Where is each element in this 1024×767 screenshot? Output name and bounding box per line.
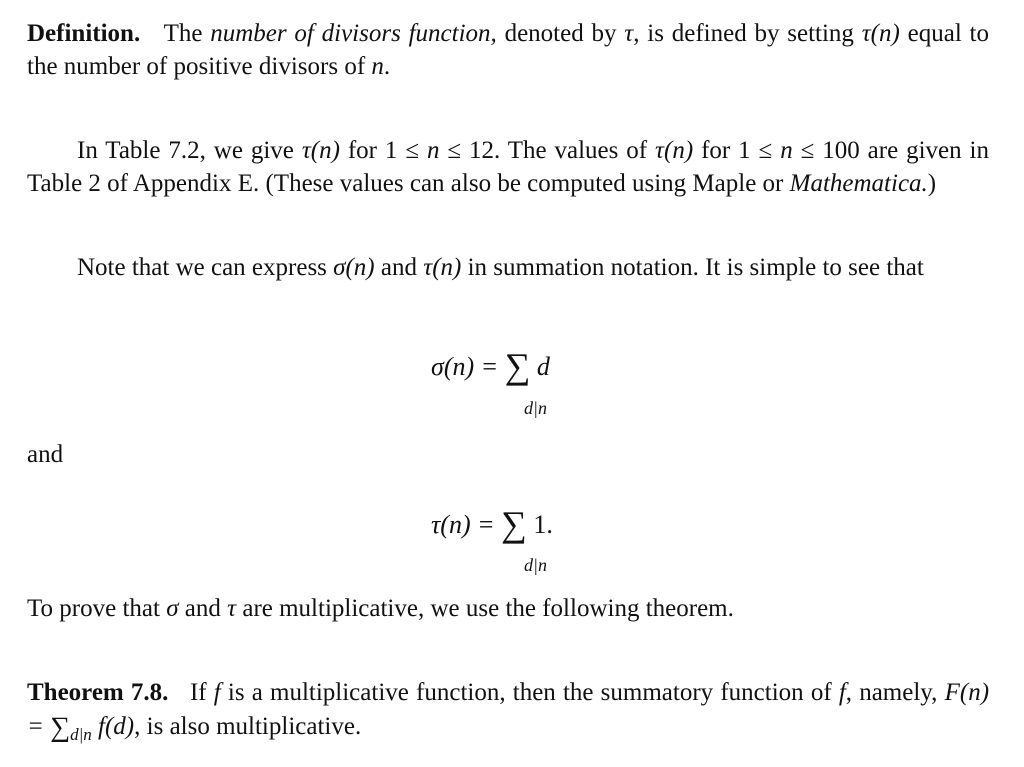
text-run: , is also multiplicative. — [134, 713, 362, 740]
math-expression: τ(n) — [301, 137, 340, 164]
summation-symbol: ∑ — [501, 504, 527, 544]
text-run: is a multiplicative function, then the summatory function of — [220, 679, 839, 706]
text-run: , is defined by setting — [633, 20, 862, 47]
math-expression: F(n) = — [27, 679, 990, 740]
theorem-block — [27, 676, 989, 745]
text-run: equal to the number of positive divisors of — [27, 20, 990, 80]
definition-label: Definition. — [27, 20, 141, 47]
equation-lhs: σ(n) = — [431, 352, 505, 381]
text-run: and — [178, 595, 228, 622]
text-run: In Table 7.2, we give — [77, 137, 302, 164]
paragraph-text — [27, 251, 989, 284]
text-run: . — [383, 53, 391, 80]
math-expression: τ(n) — [423, 254, 462, 281]
math-variable: n — [780, 137, 793, 164]
paragraph-text — [27, 134, 989, 200]
summation-symbol: ∑ — [504, 346, 531, 386]
summation-index: d|n — [70, 725, 92, 744]
text-run: in summation notation. It is simple to see that — [461, 254, 924, 281]
text-run: , namely, — [845, 679, 945, 706]
paragraph-text — [27, 592, 989, 625]
summand: 1. — [533, 510, 553, 539]
theorem-label: Theorem 7.8. — [27, 679, 169, 706]
text-run: ≤ 12. The values of — [439, 137, 656, 164]
text-run: ≤ 100 are given in Table 2 of Appendix E. (These values can also be computed using Maple or — [27, 137, 990, 197]
connector-text — [27, 438, 989, 471]
text-run: denoted by — [496, 20, 625, 47]
text-run: for 1 ≤ — [339, 137, 427, 164]
definition-text — [27, 17, 989, 83]
theorem-text — [27, 676, 989, 745]
math-variable: n — [426, 137, 440, 164]
text-run: and — [374, 254, 424, 281]
text-run: and — [27, 441, 64, 468]
text-run: ) — [927, 170, 937, 197]
math-expression: σ(n) — [333, 254, 375, 281]
text-run: To prove that — [27, 595, 167, 622]
equation-lhs: τ(n) = — [431, 510, 502, 539]
text-run: The — [163, 20, 211, 47]
equation-formula — [431, 346, 550, 386]
equation-tau — [27, 505, 989, 595]
math-variable: f — [213, 679, 221, 706]
summation-symbol: ∑ — [50, 712, 71, 743]
paragraph-tables — [27, 134, 989, 200]
paragraph-summation — [27, 251, 989, 284]
text-run: If — [189, 679, 214, 706]
defined-term: number of divisors function, — [210, 20, 497, 47]
text-run: for 1 ≤ — [693, 137, 781, 164]
text-run: are multiplicative, we use the following theorem. — [236, 595, 734, 622]
summand: d — [536, 352, 550, 381]
math-variable: f — [838, 679, 846, 706]
math-expression: τ(n) — [655, 137, 694, 164]
equation-formula — [431, 504, 553, 544]
sigma-symbol: σ — [166, 595, 179, 622]
equation-sigma — [27, 347, 989, 437]
tau-symbol: τ — [624, 20, 634, 47]
math-expression: τ(n) — [861, 20, 900, 47]
paragraph-multiplicative — [27, 592, 989, 625]
software-name: Mathematica. — [789, 170, 928, 197]
tau-symbol: τ — [227, 595, 237, 622]
summation-index: d|n — [524, 555, 547, 575]
summation-index: d|n — [524, 398, 547, 418]
math-variable: n — [371, 53, 384, 80]
text-run: Note that we can express — [77, 254, 334, 281]
math-expression: f(d) — [91, 713, 135, 740]
definition-block — [27, 17, 989, 83]
